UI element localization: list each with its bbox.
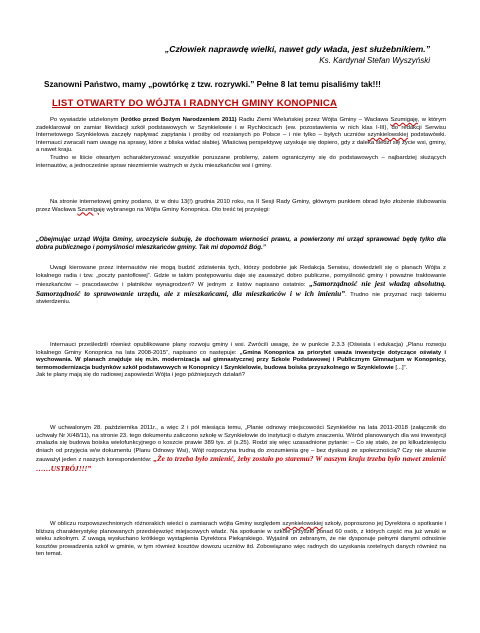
motto-author: Ks. Kardynał Stefan Wyszyński [319, 56, 430, 65]
p6-text-b: szkoły, poproszono jej Dyrektora o spotkanie i bliższą charakterystykę planowanych przedsięwzięć miejscowych władz. Na spotkanie w szkole przyszło ponad 60 osób, z których część ma już wnuki w wieku szkolnym. Z uwagą wysłuchano krótkiego wystąpienia Dyrektora Piekąrskiego. Wyjaśnił on zebranym, że nie dysponuje pełnymi danymi odnośnie kosztów prowadzenia szkół w gminie, w tym również kosztów dowozu uczniów itd. Zobowiązano więc radnych do uzyskania rzetelnych danych również na ten temat. [36, 521, 446, 558]
p6-school-word: szynkielowskiej [282, 521, 323, 527]
p3-letter-quote: „Samorządność nie jest władzą absolutną. Samorządność to sprawowanie urzędu, ale z mieszkańcami, dla mieszkańców i w ich imieniu” [36, 279, 446, 298]
p1-mayor-name: Szumigaję [390, 117, 418, 123]
p4-plan-quote: „Gmina Konopnica za priorytet uważa inwestycje dotyczące oświaty i wychowania. W planach znajduje się m.in. modernizacja sal gimnastycznej przy Szkole Podstawowej i Publicznym Gimnazjum w Konopnicy, termomodernizacja budynków szkół podstawowych w Konopnicy i Szynkielowie, budowa boiska przyszkolnego w Szynkielowie [36, 349, 446, 371]
paragraph-1 [36, 117, 446, 170]
paragraph-6 [36, 521, 446, 559]
oath-quote: „Obejmując urząd Wójta Gminy, uroczyście śubuję, że dochowam wierności prawu, a powierzony mi urząd sprawować będę tylko dla dobra publicznego i pomyślności mieszkańców gminy. Tak mi dopomóż Bóg.” [36, 236, 446, 251]
p2-text-b: wybranego na Wójta Gminy Konopnica. Oto treść tej przysięgi: [104, 206, 270, 213]
p5-text-a: W uchwalonym 28. października 2011r., a więc 2 i pół miesiąca temu, „Planie odnowy miejscowości Szynkielów na lata 2011-2018 (załącznik do uchwały Nr X/48/11), na stronie 23. tego dokumentu zaliczono szkołę w Szynkielowie do instytucji o dużym znaczeniu. Wśród planowanych dla wsi inwestycji znalazła się budowa boiska wielofunkcyjnego o koszcie prawie 389 tys. zł (s.25). Rodzi się więc uzasadnione pytanie: – Co się stało, że po kilkudziesięciu dniach od przyjęcia w/w dokumentu (Planu Odnowy Wsi), Wójt rozpoczyna trudną do zrozumienia grę – bez dyskusji ze społecznością? Czy nie słusznie zauważył jeden z naszych korespondentów: [36, 425, 446, 464]
paragraph-3 [36, 265, 446, 307]
p2-text-a: Na stronie internetowej gminy podano, iż w dniu 13(!) grudnia 2010 roku, na II Sesji Rady Gminy, głównym punktem obrad było złożenie ślubowania przez Wacława [36, 199, 446, 213]
p4-text-a: Internauci prześledzili również opublikowane plany rozwoju gminy i wsi. Zwrócili uwagę, że w punkcie 2.3.3 (Oświata i edukacja) „Planu rozwoju lokalnego Gminy Konopnica na lata 2008-2015”, napisano co następuje: [36, 342, 446, 356]
p1-text-c: Radiu Ziemi Wieluńskiej przez Wójta Gminy – Wacława [236, 117, 391, 123]
p3-text-b: . Trudno nie przyznać racji takiemu stwierdzeniu. [36, 291, 446, 306]
p5-correspondent-quote: „Że to trzeba było zmienić, żeby zostało po staremu? W naszym kraju trzeba było nawet zmienić ……USTRÓJ!!!” [36, 454, 447, 473]
p4-question: Jak te plany mają się do radiowej zapowiedzi Wójta i jego późniejszych działań? [36, 372, 245, 379]
paragraph-2 [36, 199, 446, 214]
p1-school-word: szynkielowskiej [367, 132, 408, 139]
p1-text-d: , w którym zadeklarował on zamiar likwidacji szkół podstawowych w Szynkielowie i w Rychłocicach (ew. pozostawienia w nich klas I-III), do redakcji Serwisu Internetowego Szynkielowa zaczęły napływać zapytania i prośby od rozsianych po Polsce – i nie tylko – byłych uczniów [36, 117, 446, 139]
p2-mayor-name: Szumigaję [77, 206, 105, 213]
p6-text-a: W obliczu rozpowszechnionych różnorakich wieści o zamiarach wójta Gminy względem [50, 521, 283, 527]
p1-text-f: Trudno w liście otwartym scharakteryzować wszystkie poruszane problemy, zatem ograniczymy się do podstawowych – najbardziej służących internautów, a jednocześnie spraw niezmiernie ważnych w życiu mieszkańców wsi i gminy. [36, 154, 446, 169]
letter-heading: LIST OTWARTY DO WÓJTA I RADNYCH GMINY KONOPNICA [52, 98, 338, 109]
paragraph-5 [36, 425, 446, 475]
intro-line: Szanowni Państwo, mamy „powtórkę z tzw. rozrywki.” Pełne 8 lat temu pisaliśmy tak!!! [44, 80, 381, 89]
p1-text-e: podstawówki. Internauci zwracali nam uwagę na sprawy, które z bliska widać słabiej. Właściwą perspektywę uzyskuje się dopiero, gdy z daleka śledzi się życie wsi, gminy, a nawet kraju. [36, 132, 446, 154]
p4-text-b: [...]”. [393, 364, 408, 371]
p3-text-a: Uwagi kierowane przez internautów nie mogą budzić zdziwienia tych, którzy podobnie jak Redakcja Serwisu, dowiedzieli się o planach Wójta z lokalnego radia i tzw. „poczty pantoflowej”. Gdzie w takim postępowaniu daje się zauważyć dobro publiczne, pomyślność gminy i poważne traktowanie mieszkańców – pracodawców i płatników wynagrodzeń? W jednym z listów napisano ostatnio: [36, 265, 446, 289]
p1-date: (krótko przed Bożym Narodzeniem 2011) [120, 117, 237, 123]
motto-quote [100, 44, 430, 66]
paragraph-4 [36, 342, 446, 380]
motto-text: „Człowiek naprawdę wielki, nawet gdy włada, jest służebnikiem.” [164, 44, 430, 54]
p1-text-a: Po wywiadzie udzielonym [50, 117, 121, 123]
